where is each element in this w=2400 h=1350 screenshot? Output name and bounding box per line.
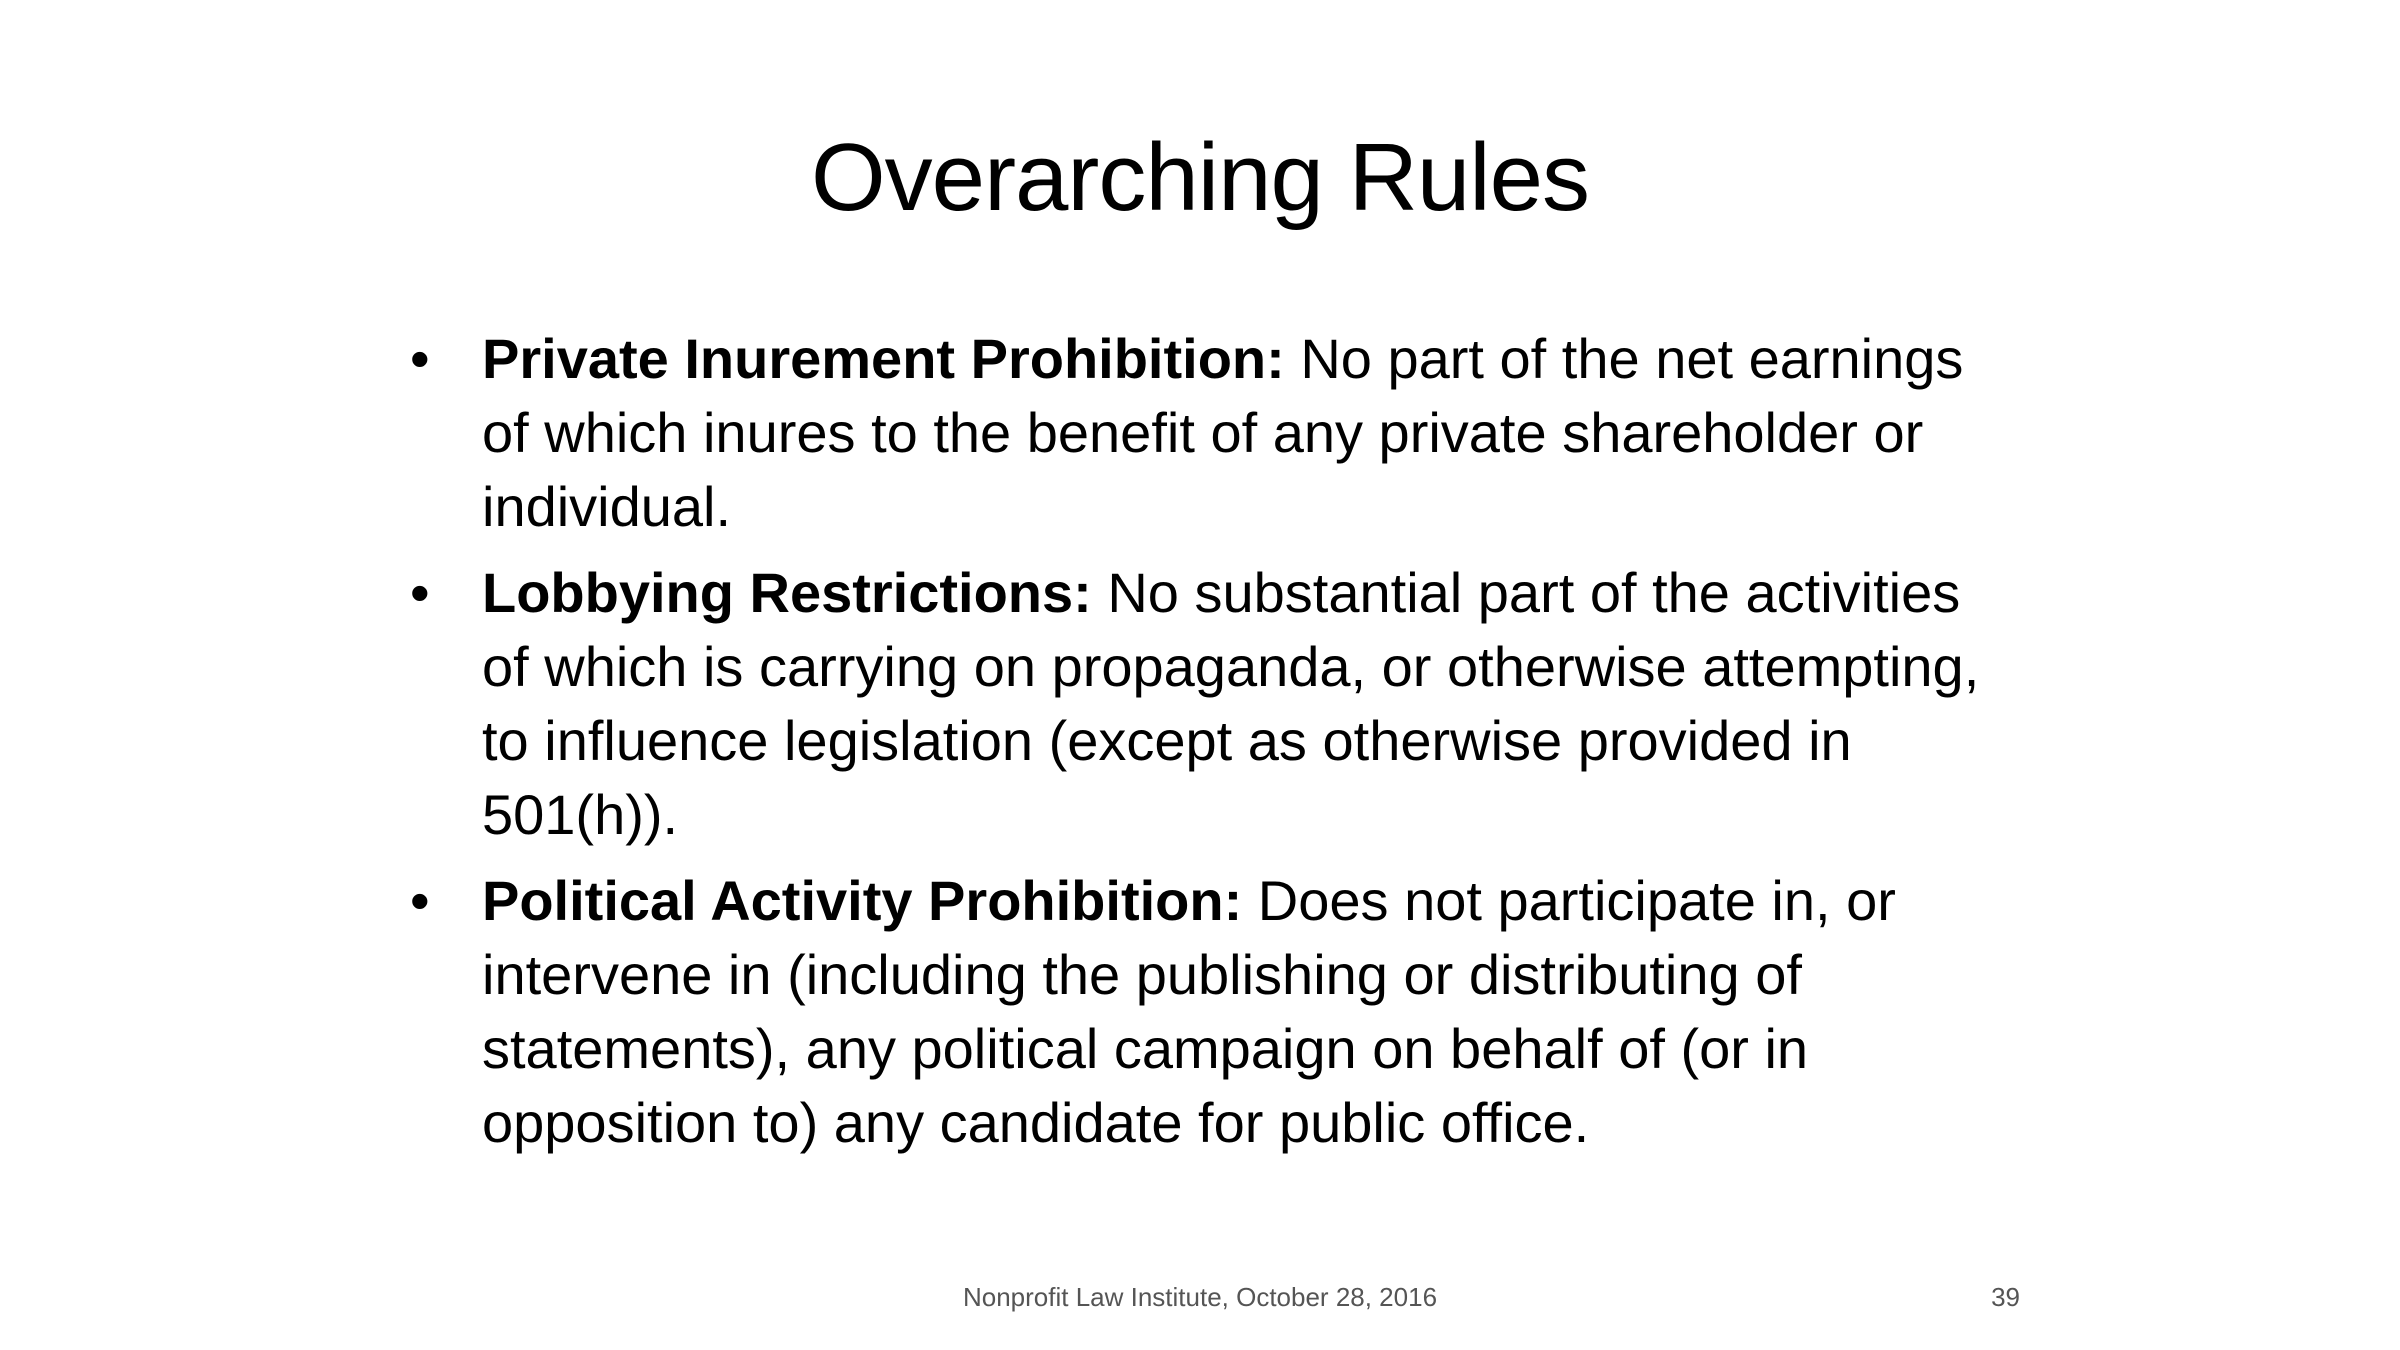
bullet-private-inurement	[402, 322, 2022, 544]
bullet-political-activity	[402, 864, 2022, 1160]
bullet-dot-icon: •	[410, 869, 430, 932]
page-number: 39	[1991, 1282, 2020, 1312]
bullet-term: Private Inurement Prohibition:	[482, 327, 1285, 390]
bullet-text: Does not participate in, or intervene in (including the publishing or distributing of statements), any political campaign on behalf of (or in opposition to) any candidate for public office.	[482, 869, 1896, 1154]
bullet-list	[402, 322, 2022, 1172]
slide-title: Overarching Rules	[811, 124, 1589, 231]
bullet-dot-icon: •	[410, 561, 430, 624]
slide-footer: Nonprofit Law Institute, October 28, 2016	[962, 1282, 1438, 1312]
bullet-text: No part of the net earnings of which inures to the benefit of any private shareholder or individual.	[482, 327, 1964, 538]
bullet-term: Political Activity Prohibition:	[482, 869, 1243, 932]
bullet-text: No substantial part of the activities of which is carrying on propaganda, or otherwise attempting, to influence legislation (except as otherwise provided in 501(h)).	[482, 561, 1980, 846]
bullet-lobbying-restrictions	[402, 556, 2022, 852]
bullet-dot-icon: •	[410, 327, 430, 390]
bullet-term: Lobbying Restrictions:	[482, 561, 1092, 624]
